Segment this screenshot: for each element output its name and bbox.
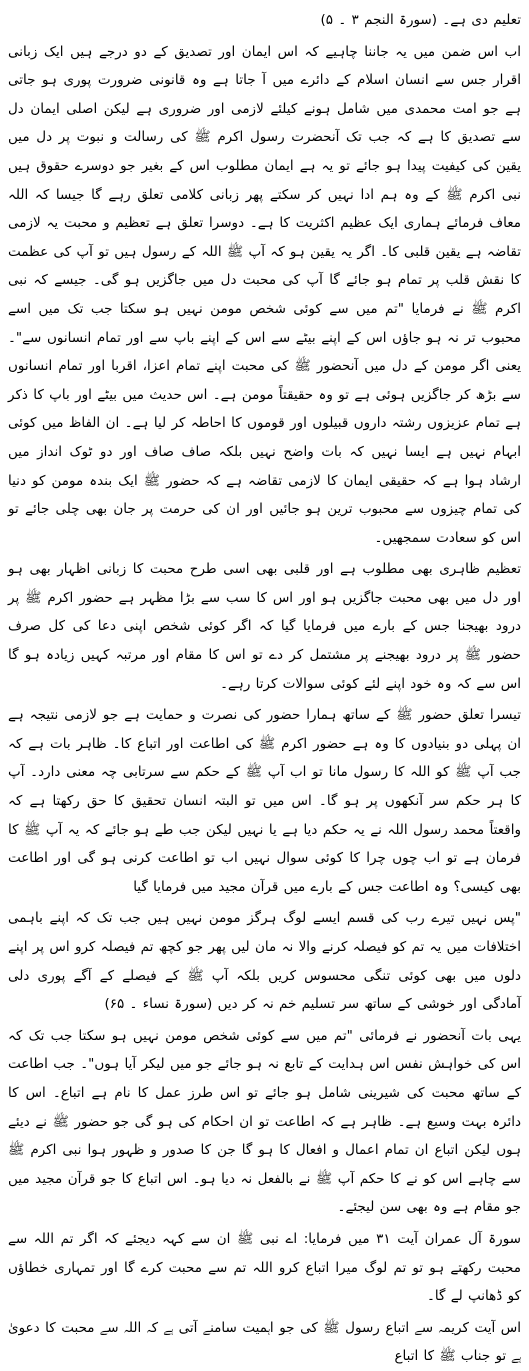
paragraph-third-relation: تیسرا تعلق حضور ﷺ کے ساتھ ہمارا حضور کی نصرت و حمایت ہے جو لازمی نتیجہ ہے ان پہلی دو بنیادوں کا وہ ہے حضور اکرم ﷺ کی اطاعت اور اتباع کا۔ ظاہر بات ہے کہ جب آپ ﷺ کو اللہ کا رسول مانا تو اب آپ ﷺ کے حکم سے سرتابی چہ معنی دارد۔ آپ کا ہر حکم سر آنکھوں پر ہو گا۔ اس میں تو البتہ انسان تحقیق کا حق رکھتا ہے کہ واقعتاً محمد رسول اللہ نے یہ حکم دیا ہے یا نہیں لیکن جب طے ہو جائے کہ یہ آپ ﷺ کا فرمان ہے تو اب چوں چرا کا کوئی سوال نہیں اب تو اطاعت کرنی ہو گی اور اطاعت بھی کیسی؟ وہ اطاعت جس کے بارے میں قرآن مجید میں فرمایا گیا	[8, 707, 521, 895]
paragraph-tazeem-zahiri: تعظیم ظاہری بھی مطلوب ہے اور قلبی بھی اسی طرح محبت کا زبانی اظہار بھی ہو اور دل میں بھی محبت جاگزیں ہو اور اس کا سب سے بڑا مظہر ہے حضور اکرم ﷺ پر درود بھیجنا جس کے بارے میں فرمایا گیا کہ اگر کوئی شخص اپنی دعا کی کل صرف حضور ﷺ پر درود بھیجنے پر مشتمل کر دے تو اس کا مقام اور مرتبہ کہیں زیادہ ہو گا اس سے کہ وہ خود اپنے لئے کوئی سوالات کرتا رہے۔	[8, 561, 521, 692]
quranic-quote-surah-nisa: "پس نہیں تیرے رب کی قسم ایسے لوگ ہرگز مومن نہیں ہیں جب تک کہ اپنے باہمی اختلافات میں یہ تم کو فیصلہ کرنے والا نہ مان لیں پھر جو کچھ تم فیصلہ کرو اس پر اپنے دلوں میں بھی کوئی تنگی محسوس کریں بلکہ آپ ﷺ کے فیصلے کے آگے پوری دلی آمادگی اور خوشی کے ساتھ سر تسلیم خم نہ کر دیں (سورۃ نساء ۔ ۶۵)	[8, 910, 521, 1013]
closing-reference-line: تعلیم دی ہے۔ (سورۃ النجم ۳ ۔ ۵)	[320, 12, 521, 28]
paragraph-surah-al-imran: سورۃ آل عمران آیت ۳۱ میں فرمایا: اے نبی ﷺ ان سے کہہ دیجئے کہ اگر تم اللہ سے محبت رکھتے ہو تو تم لوگ میرا اتباع کرو اللہ تم سے محبت کرے گا اور تمہاری خطاؤں کو ڈھانپ لے گا۔	[8, 1230, 521, 1305]
paragraph-ittiba: یہی بات آنحضور نے فرمائی "تم میں سے کوئی شخص مومن نہیں ہو سکتا جب تک کہ اس کی خواہش نفس اس ہدایت کے تابع نہ ہو جائے جو میں لیکر آیا ہوں"۔ جب اطاعت کے ساتھ محبت کی شیرینی شامل ہو جائے تو اس طرز عمل کا نام ہے اتباع۔ اس کا دائرہ بہت وسیع ہے۔ ظاہر ہے کہ اطاعت تو ان احکام کی ہو گی جو حضور ﷺ نے دیئے ہوں لیکن اتباع ان تمام اعمال و افعال کا ہو گا جن کا صدور و ظہور ہوا نبی اکرم ﷺ سے چاہے اس کو نے کا حکم آپ ﷺ نے بالفعل نہ دیا ہو۔ اس اتباع کا جو قرآن مجید میں جو مقام ہے وہ بھی سن لیجئے۔	[8, 1027, 521, 1216]
article-body	[8, 6, 521, 1371]
paragraph-final-ayah: اس آیت کریمہ سے اتباع رسول ﷺ کی جو اہمیت سامنے آتی ہے کہ اللہ سے محبت کا دعویٰ ہے تو جناب ﷺ کا اتباع	[8, 1319, 521, 1365]
paragraph-iman-and-tazeem: اب اس ضمن میں یہ جاننا چاہیے کہ اس ایمان اور تصدیق کے دو درجے ہیں ایک زبانی اقرار جس سے انسان اسلام کے دائرے میں آ جاتا ہے وہ قانونی ضرورت پوری ہو جاتی ہے جو امت محمدی میں شامل ہونے کیلئے لازمی اور ضروری ہے لیکن اصلی ایمان دل سے تصدیق کا ہے کہ جب تک آنحضرت رسول اکرم ﷺ کی رسالت و نبوت پر دل میں یقین کی کیفیت پیدا ہو جائے تو یہ ہے ایمان مطلوب اس کے بغیر جو دوسرے حقوق ہیں نبی اکرم ﷺ کے وہ ہم ادا نہیں کر سکتے پھر زبانی کلامی تعلق رہے گا جیسا کہ اللہ معاف فرمائے ہماری ایک عظیم اکثریت کا ہے۔ دوسرا تعلق ہے تعظیم و محبت یہ لازمی تقاضہ ہے یقین قلبی کا۔ اگر یہ یقین ہو کہ آپ ﷺ اللہ کے رسول ہیں تو آپ کی عظمت کا نقش قلب پر تمام ہو جائے گا آپ کی محبت دل میں جاگزیں ہو گی۔ جیسے کہ نبی اکرم ﷺ نے فرمایا "تم میں سے کوئی شخص مومن نہیں ہو سکتا جب تک میں اسے محبوب تر نہ ہو جاؤں اس کے اپنے بیٹے سے اس کے اپنے باپ سے اور تمام انسانوں سے"۔ یعنی اگر مومن کے دل میں آنحضور ﷺ کی محبت اپنے تمام اعزا، اقربا اور تمام انسانوں سے بڑھ کر جاگزیں ہوئی ہے تو وہ حقیقتاً مومن ہے۔ اس حدیث میں بیٹے اور باپ کا ذکر ہے تمام عزیزوں رشتہ داروں قبیلوں اور قوموں کا احاطہ کر لیا ہے۔ ان الفاظ میں کوئی ابہام نہیں ہے ایسا نہیں کہ بات واضح نہیں بلکہ صاف صاف اور دو ٹوک انداز میں ارشاد ہوا ہے کہ حقیقی ایمان کا لازمی تقاضہ ہے کہ حضور ﷺ ایک بندہ مومن کو دنیا کی تمام چیزوں سے محبوب ترین ہو جائیں اور ان کی حرمت پر جان بھی چلی جائے تو اس کو سعادت سمجھیں۔	[8, 43, 521, 546]
